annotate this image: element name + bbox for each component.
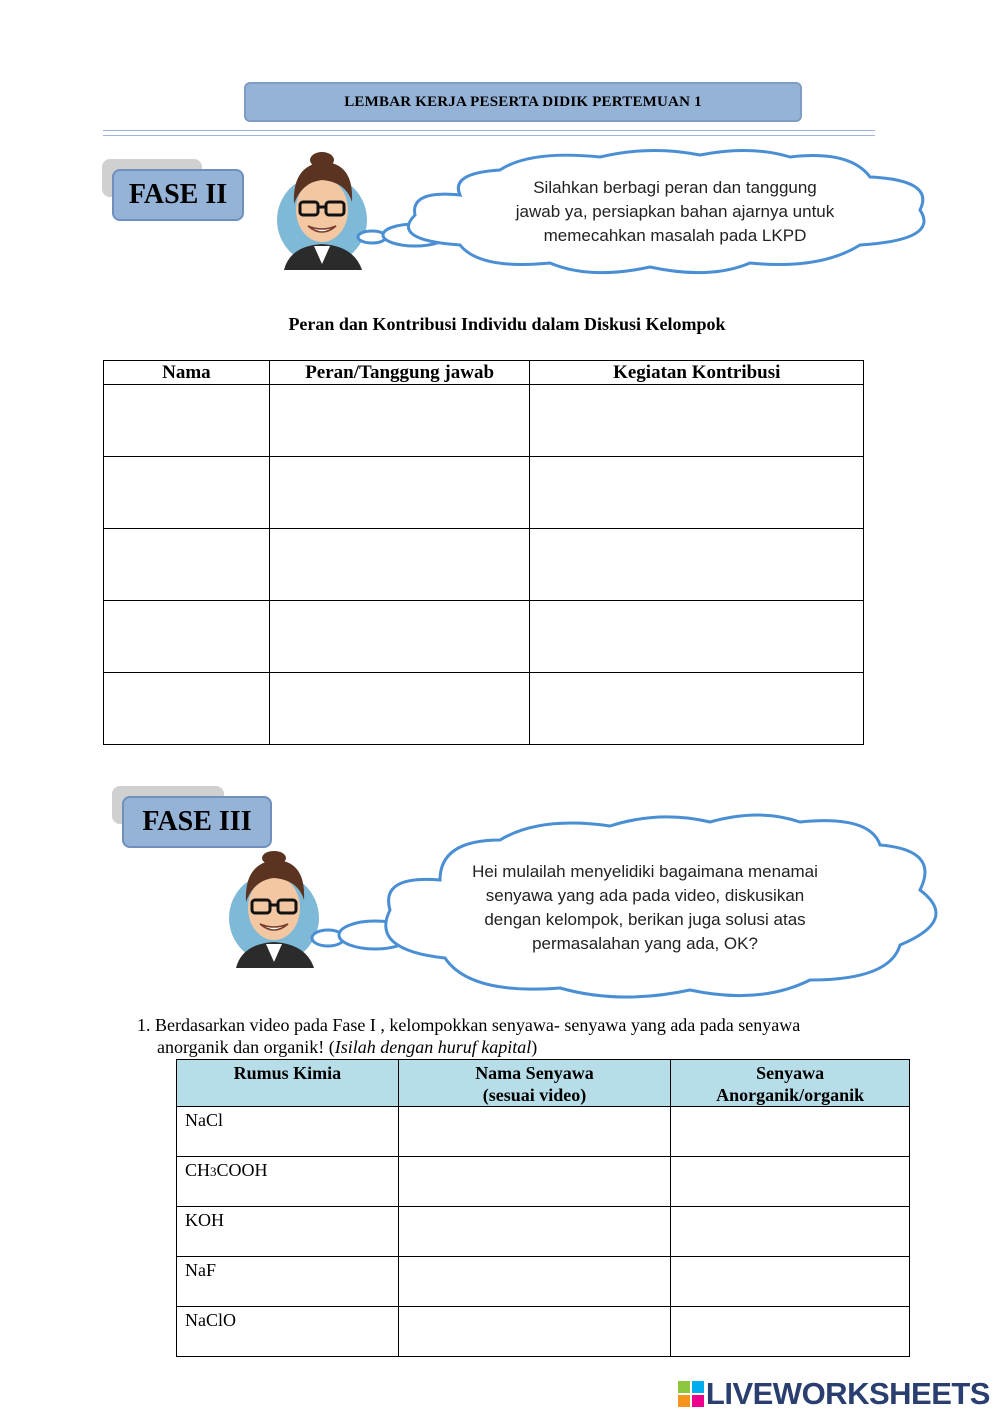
column-header-nama: Nama bbox=[104, 361, 270, 385]
formula-cell bbox=[177, 1257, 399, 1307]
contribution-cell[interactable] bbox=[530, 529, 864, 601]
speech-line: permasalahan yang ada, OK? bbox=[532, 934, 758, 953]
question-1 bbox=[137, 1014, 897, 1058]
formula-cell bbox=[177, 1307, 399, 1357]
role-cell[interactable] bbox=[269, 601, 530, 673]
worksheet-title: LEMBAR KERJA PESERTA DIDIK PERTEMUAN 1 bbox=[344, 93, 702, 110]
contribution-cell[interactable] bbox=[530, 601, 864, 673]
table-row bbox=[177, 1207, 910, 1257]
role-cell[interactable] bbox=[269, 529, 530, 601]
table-row bbox=[104, 601, 864, 673]
name-cell[interactable] bbox=[104, 673, 270, 745]
role-cell[interactable] bbox=[269, 457, 530, 529]
table-header-row bbox=[177, 1060, 910, 1107]
name-cell[interactable] bbox=[104, 385, 270, 457]
table-row bbox=[177, 1307, 910, 1357]
question-number: 1. bbox=[137, 1015, 151, 1035]
formula-text: NaClO bbox=[185, 1310, 236, 1330]
phase-2-label-text: FASE II bbox=[128, 179, 228, 210]
column-header-peran: Peran/Tanggung jawab bbox=[269, 361, 530, 385]
table-row bbox=[177, 1107, 910, 1157]
contribution-cell[interactable] bbox=[530, 673, 864, 745]
header-line: Nama Senyawa bbox=[475, 1063, 594, 1083]
compound-name-cell[interactable] bbox=[398, 1207, 671, 1257]
speech-line: senyawa yang ada pada video, diskusikan bbox=[485, 886, 805, 905]
table-row bbox=[104, 529, 864, 601]
contribution-cell[interactable] bbox=[530, 457, 864, 529]
compound-type-cell[interactable] bbox=[671, 1307, 910, 1357]
phase-2-label bbox=[112, 169, 244, 221]
formula-cell bbox=[177, 1157, 399, 1207]
compound-name-cell[interactable] bbox=[398, 1257, 671, 1307]
table-row bbox=[104, 673, 864, 745]
compound-name-cell[interactable] bbox=[398, 1157, 671, 1207]
liveworksheets-logo bbox=[678, 1376, 990, 1412]
header-line: (sesuai video) bbox=[482, 1085, 587, 1105]
name-cell[interactable] bbox=[104, 529, 270, 601]
header-divider-secondary bbox=[103, 135, 875, 136]
column-header-rumus-kimia bbox=[177, 1060, 399, 1107]
role-contribution-table bbox=[103, 360, 864, 745]
formula-text: NaCl bbox=[185, 1110, 223, 1130]
table-row bbox=[104, 385, 864, 457]
speech-line: jawab ya, persiapkan bahan ajarnya untuk bbox=[515, 202, 835, 221]
table-row bbox=[177, 1157, 910, 1207]
speech-line: memecahkan masalah pada LKPD bbox=[543, 226, 807, 245]
table-row bbox=[104, 457, 864, 529]
speech-line: Silahkan berbagi peran dan tanggung bbox=[533, 178, 817, 197]
role-cell[interactable] bbox=[269, 673, 530, 745]
question-text: Berdasarkan video pada Fase I , kelompokkan senyawa- senyawa yang ada pada senyawa bbox=[155, 1015, 801, 1035]
column-header-nama-senyawa bbox=[398, 1060, 671, 1107]
phase-3-label-text: FASE III bbox=[142, 806, 252, 837]
phase-3-speech bbox=[460, 860, 830, 956]
compound-type-cell[interactable] bbox=[671, 1157, 910, 1207]
header-divider bbox=[103, 130, 875, 131]
compound-type-cell[interactable] bbox=[671, 1257, 910, 1307]
formula-subscript: 3 bbox=[210, 1164, 217, 1179]
formula-text: KOH bbox=[185, 1210, 224, 1230]
column-header-kegiatan: Kegiatan Kontribusi bbox=[530, 361, 864, 385]
compound-name-cell[interactable] bbox=[398, 1107, 671, 1157]
worksheet-title-banner bbox=[244, 82, 802, 122]
column-header-jenis-senyawa bbox=[671, 1060, 910, 1107]
phase-3-label bbox=[122, 796, 272, 848]
compound-classification-table bbox=[176, 1059, 910, 1357]
question-text: anorganik dan organik! ( bbox=[157, 1037, 335, 1057]
compound-type-cell[interactable] bbox=[671, 1207, 910, 1257]
table-header-row bbox=[104, 361, 864, 385]
compound-type-cell[interactable] bbox=[671, 1107, 910, 1157]
table-1-caption: Peran dan Kontribusi Individu dalam Diskusi Kelompok bbox=[288, 314, 726, 334]
liveworksheets-logo-icon bbox=[678, 1381, 704, 1407]
question-1-line-1 bbox=[137, 1014, 897, 1036]
header-line: Senyawa bbox=[756, 1063, 825, 1083]
speech-line: Hei mulailah menyelidiki bagaimana menamai bbox=[472, 862, 818, 881]
question-text: ) bbox=[531, 1037, 538, 1057]
table-row bbox=[177, 1257, 910, 1307]
name-cell[interactable] bbox=[104, 457, 270, 529]
question-1-line-2 bbox=[137, 1036, 897, 1058]
header-line: Anorganik/organik bbox=[716, 1085, 865, 1105]
speech-line: dengan kelompok, berikan juga solusi atas bbox=[484, 910, 806, 929]
liveworksheets-logo-text: LIVEWORKSHEETS bbox=[705, 1376, 990, 1411]
header-line: Rumus Kimia bbox=[233, 1063, 342, 1083]
compound-name-cell[interactable] bbox=[398, 1307, 671, 1357]
phase-2-speech bbox=[470, 176, 880, 248]
formula-text: CH bbox=[185, 1160, 211, 1180]
role-cell[interactable] bbox=[269, 385, 530, 457]
contribution-cell[interactable] bbox=[530, 385, 864, 457]
formula-cell bbox=[177, 1207, 399, 1257]
formula-cell bbox=[177, 1107, 399, 1157]
question-instruction: Isilah dengan huruf kapital bbox=[334, 1037, 532, 1057]
name-cell[interactable] bbox=[104, 601, 270, 673]
formula-text: NaF bbox=[185, 1260, 216, 1280]
formula-text: COOH bbox=[216, 1160, 268, 1180]
